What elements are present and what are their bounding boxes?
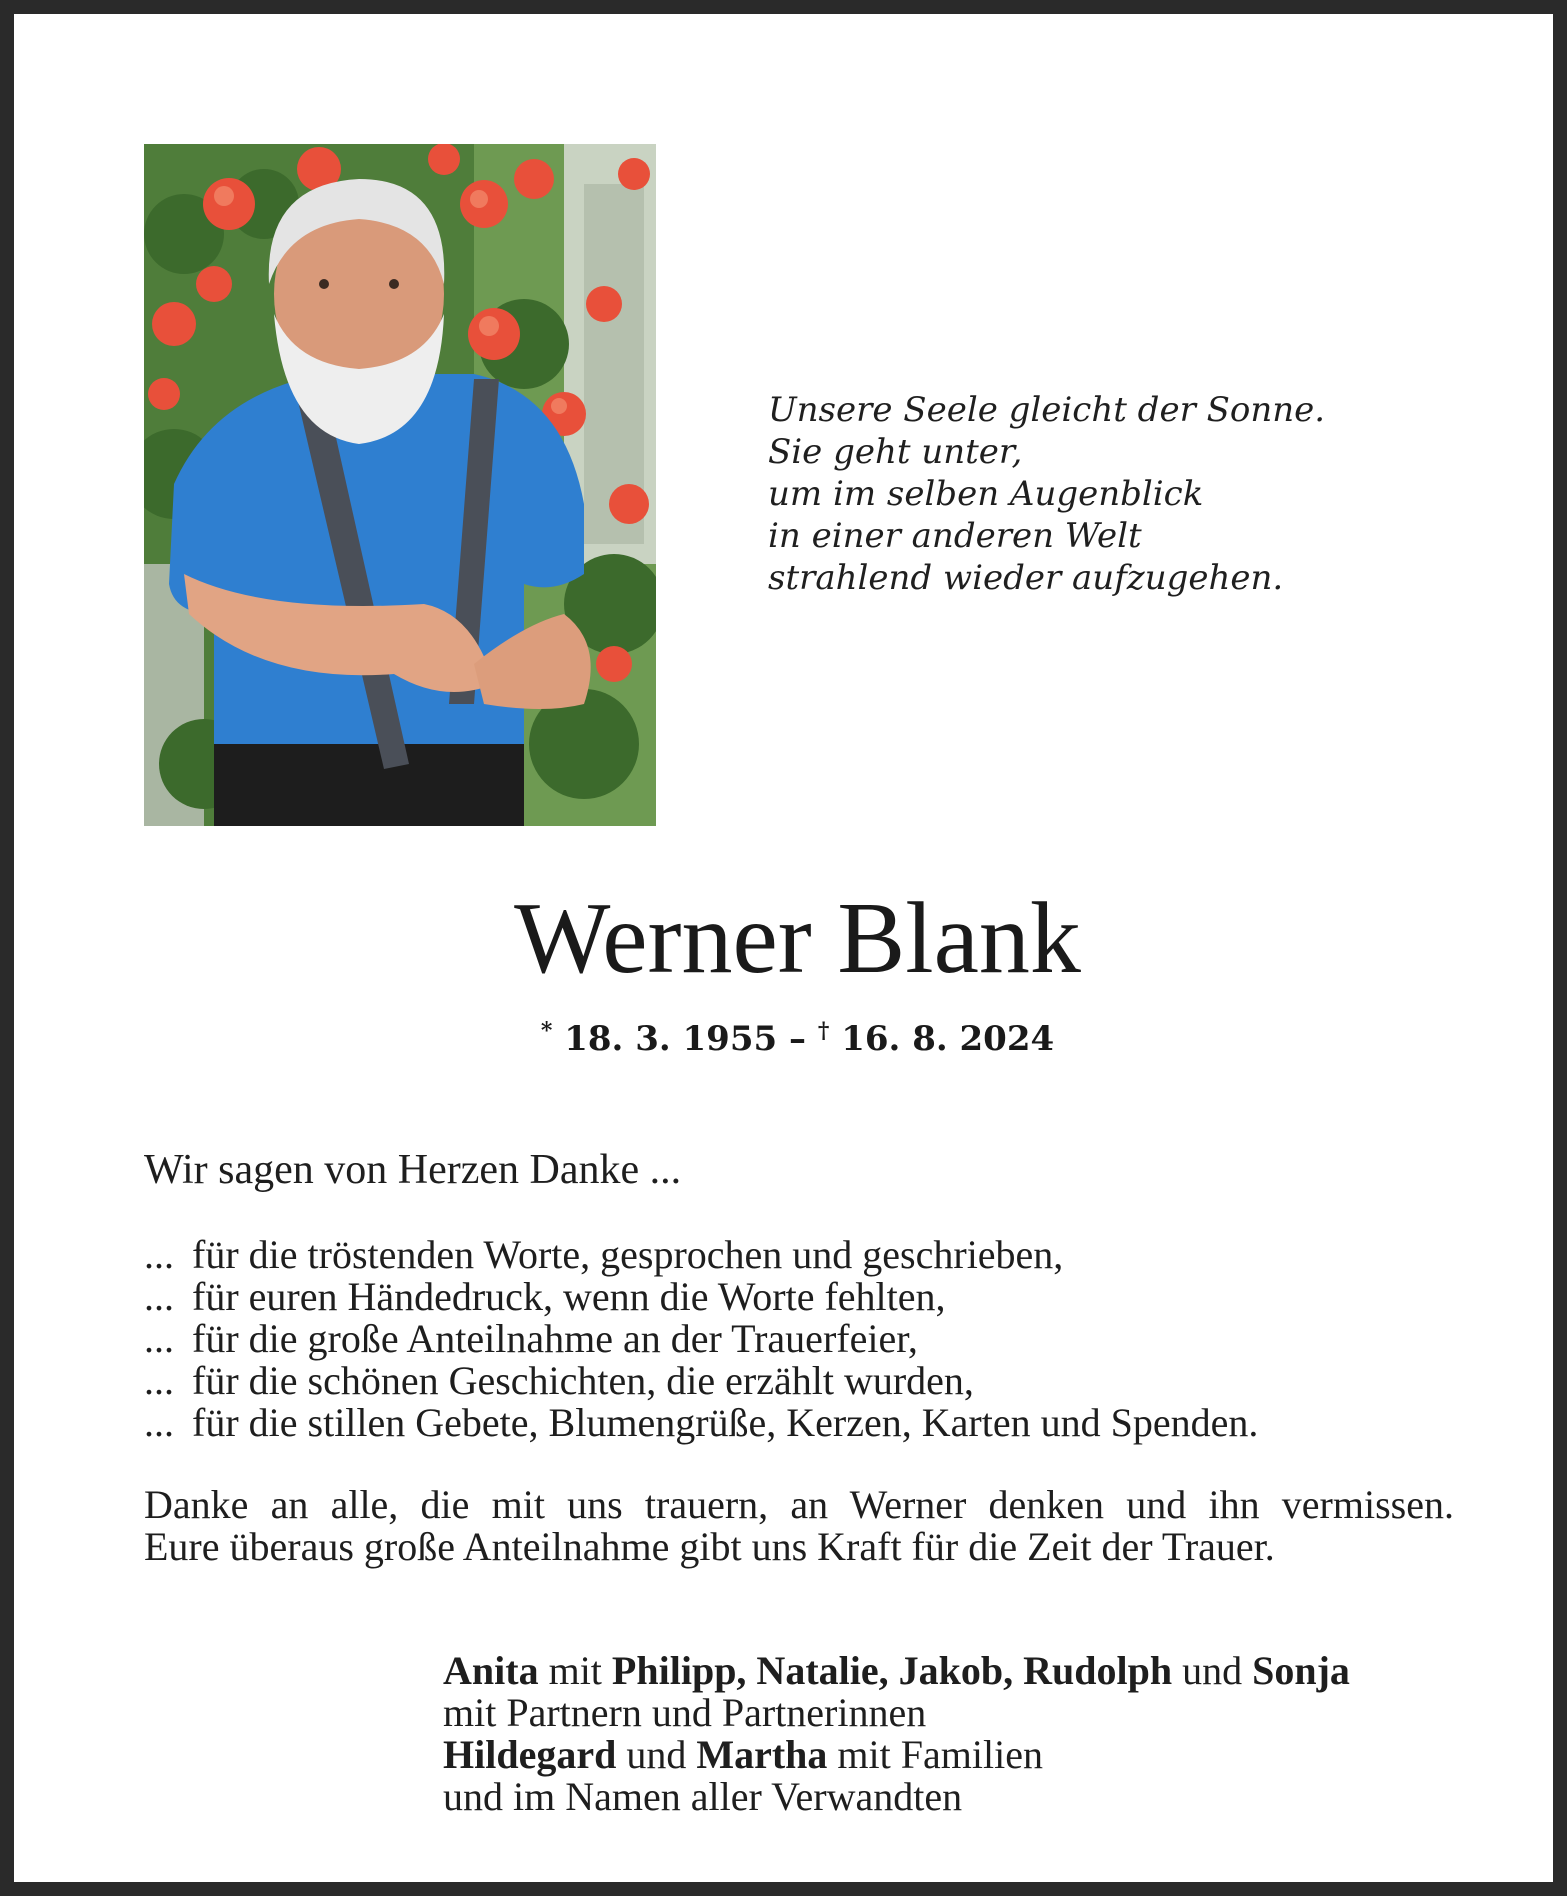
- mourner-names: Philipp, Natalie, Jakob, Rudolph: [611, 1648, 1173, 1693]
- list-item: [144, 1318, 1258, 1360]
- closing-line: Danke an alle, die mit uns trauern, an Werner denken und ihn vermissen.: [144, 1482, 1454, 1527]
- list-bullet: ...: [144, 1400, 174, 1445]
- list-item-text: für euren Händedruck, wenn die Worte fehlten,: [192, 1274, 946, 1319]
- poem: [768, 389, 1325, 599]
- signature-line-1: [443, 1650, 1350, 1692]
- life-dates: [14, 1009, 1567, 1061]
- list-bullet: ...: [144, 1274, 174, 1319]
- deceased-name: Werner Blank: [514, 882, 1081, 995]
- connector-word: und: [626, 1732, 687, 1777]
- mourner-name: Anita: [443, 1648, 539, 1693]
- death-symbol: †: [817, 1018, 830, 1044]
- connector-word: mit: [548, 1648, 602, 1693]
- date-separator: –: [789, 1019, 806, 1059]
- connector-word: und: [1182, 1648, 1243, 1693]
- thanks-heading: Wir sagen von Herzen Danke ...: [144, 1147, 682, 1193]
- closing-line: Eure überaus große Anteilnahme gibt uns Kraft für die Zeit der Trauer.: [144, 1524, 1275, 1569]
- connector-word: mit Familien: [837, 1732, 1043, 1777]
- poem-line: in einer anderen Welt: [768, 516, 1142, 556]
- list-item: [144, 1360, 1258, 1402]
- mourners-signature: [443, 1650, 1350, 1818]
- signature-line-3: [443, 1734, 1350, 1776]
- list-item: [144, 1402, 1258, 1444]
- poem-line: Unsere Seele gleicht der Sonne.: [768, 390, 1326, 430]
- closing-text: [144, 1484, 1454, 1568]
- mourner-name: Sonja: [1252, 1648, 1350, 1693]
- mourner-name: Hildegard: [443, 1732, 617, 1777]
- birth-date: 18. 3. 1955: [564, 1019, 778, 1059]
- birth-symbol: *: [540, 1018, 553, 1044]
- list-bullet: ...: [144, 1232, 174, 1277]
- mourner-name: Martha: [696, 1732, 828, 1777]
- list-item: [144, 1234, 1258, 1276]
- poem-line: Sie geht unter,: [768, 432, 1023, 472]
- list-item-text: für die stillen Gebete, Blumengrüße, Kerzen, Karten und Spenden.: [192, 1400, 1259, 1445]
- death-date: 16. 8. 2024: [841, 1019, 1055, 1059]
- list-bullet: ...: [144, 1358, 174, 1403]
- poem-line: um im selben Augenblick: [768, 474, 1204, 514]
- poem-line: strahlend wieder aufzugehen.: [768, 558, 1284, 598]
- thanks-list: [144, 1234, 1258, 1444]
- list-bullet: ...: [144, 1316, 174, 1361]
- list-item: [144, 1276, 1258, 1318]
- list-item-text: für die große Anteilnahme an der Trauerfeier,: [192, 1316, 918, 1361]
- list-item-text: für die schönen Geschichten, die erzählt wurden,: [192, 1358, 974, 1403]
- portrait-photo: [144, 144, 656, 826]
- list-item-text: für die tröstenden Worte, gesprochen und geschrieben,: [192, 1232, 1064, 1277]
- signature-line-2: mit Partnern und Partnerinnen: [443, 1690, 927, 1735]
- signature-line-4: und im Namen aller Verwandten: [443, 1774, 963, 1819]
